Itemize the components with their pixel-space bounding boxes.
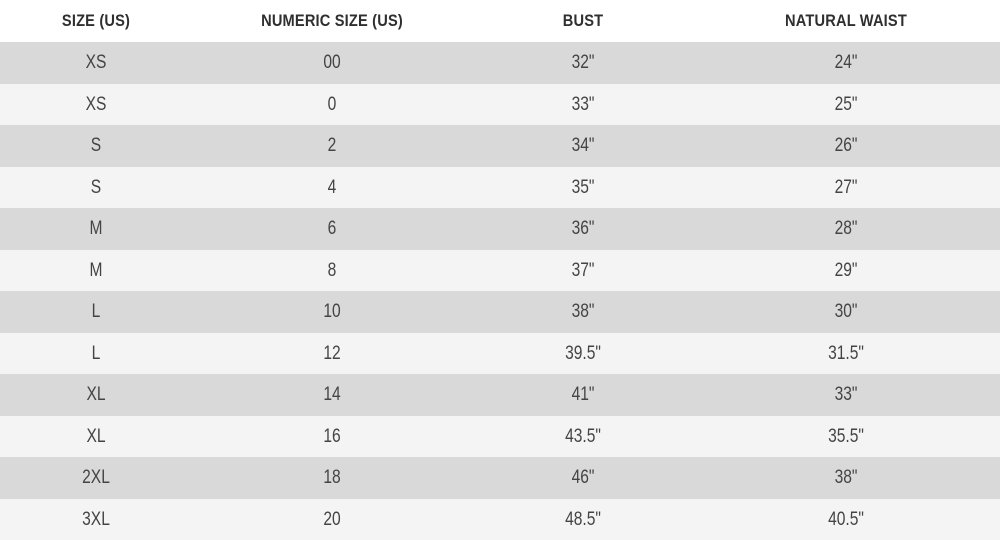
header-bust: BUST [563,0,603,42]
cell-natural-waist: 25" [835,84,858,126]
cell-bust: 43.5" [565,416,601,458]
cell-numeric-size: 14 [323,374,340,416]
table-row [0,457,1000,499]
cell-size: 3XL [82,499,110,540]
table-row [0,333,1000,375]
cell-size: 2XL [82,457,110,499]
header-numeric-size-us: NUMERIC SIZE (US) [261,0,403,42]
cell-size: L [92,291,101,333]
cell-size: S [91,167,101,209]
cell-bust: 41" [572,374,595,416]
table-row [0,42,1000,84]
cell-natural-waist: 35.5" [828,416,864,458]
cell-natural-waist: 38" [835,457,858,499]
header-size-us: SIZE (US) [62,0,130,42]
table-header-row [0,0,1000,42]
table-row [0,167,1000,209]
cell-size: S [91,125,101,167]
table-row [0,374,1000,416]
cell-natural-waist: 30" [835,291,858,333]
cell-bust: 48.5" [565,499,601,540]
table-row [0,416,1000,458]
cell-numeric-size: 20 [323,499,340,540]
cell-numeric-size: 16 [323,416,340,458]
cell-bust: 37" [572,250,595,292]
cell-bust: 46" [572,457,595,499]
table-row [0,291,1000,333]
cell-numeric-size: 4 [328,167,337,209]
table-row [0,499,1000,540]
cell-natural-waist: 33" [835,374,858,416]
cell-numeric-size: 2 [328,125,337,167]
cell-numeric-size: 12 [323,333,340,375]
cell-size: XS [86,84,107,126]
cell-bust: 38" [572,291,595,333]
table-row [0,250,1000,292]
cell-numeric-size: 10 [323,291,340,333]
cell-numeric-size: 8 [328,250,337,292]
cell-size: XS [86,42,107,84]
cell-numeric-size: 6 [328,208,337,250]
cell-size: M [90,208,103,250]
cell-bust: 33" [572,84,595,126]
cell-numeric-size: 00 [323,42,340,84]
cell-size: XL [86,416,105,458]
cell-bust: 36" [572,208,595,250]
cell-size: L [92,333,101,375]
cell-size: M [90,250,103,292]
cell-natural-waist: 27" [835,167,858,209]
cell-natural-waist: 29" [835,250,858,292]
cell-bust: 34" [572,125,595,167]
table-row [0,84,1000,126]
cell-numeric-size: 18 [323,457,340,499]
table-row [0,125,1000,167]
cell-natural-waist: 31.5" [828,333,864,375]
cell-bust: 39.5" [565,333,601,375]
cell-natural-waist: 40.5" [828,499,864,540]
cell-natural-waist: 26" [835,125,858,167]
cell-bust: 32" [572,42,595,84]
cell-natural-waist: 24" [835,42,858,84]
cell-bust: 35" [572,167,595,209]
cell-size: XL [86,374,105,416]
table-row [0,208,1000,250]
table-body [0,42,1000,528]
cell-natural-waist: 28" [835,208,858,250]
cell-numeric-size: 0 [328,84,337,126]
header-natural-waist: NATURAL WAIST [785,0,907,42]
